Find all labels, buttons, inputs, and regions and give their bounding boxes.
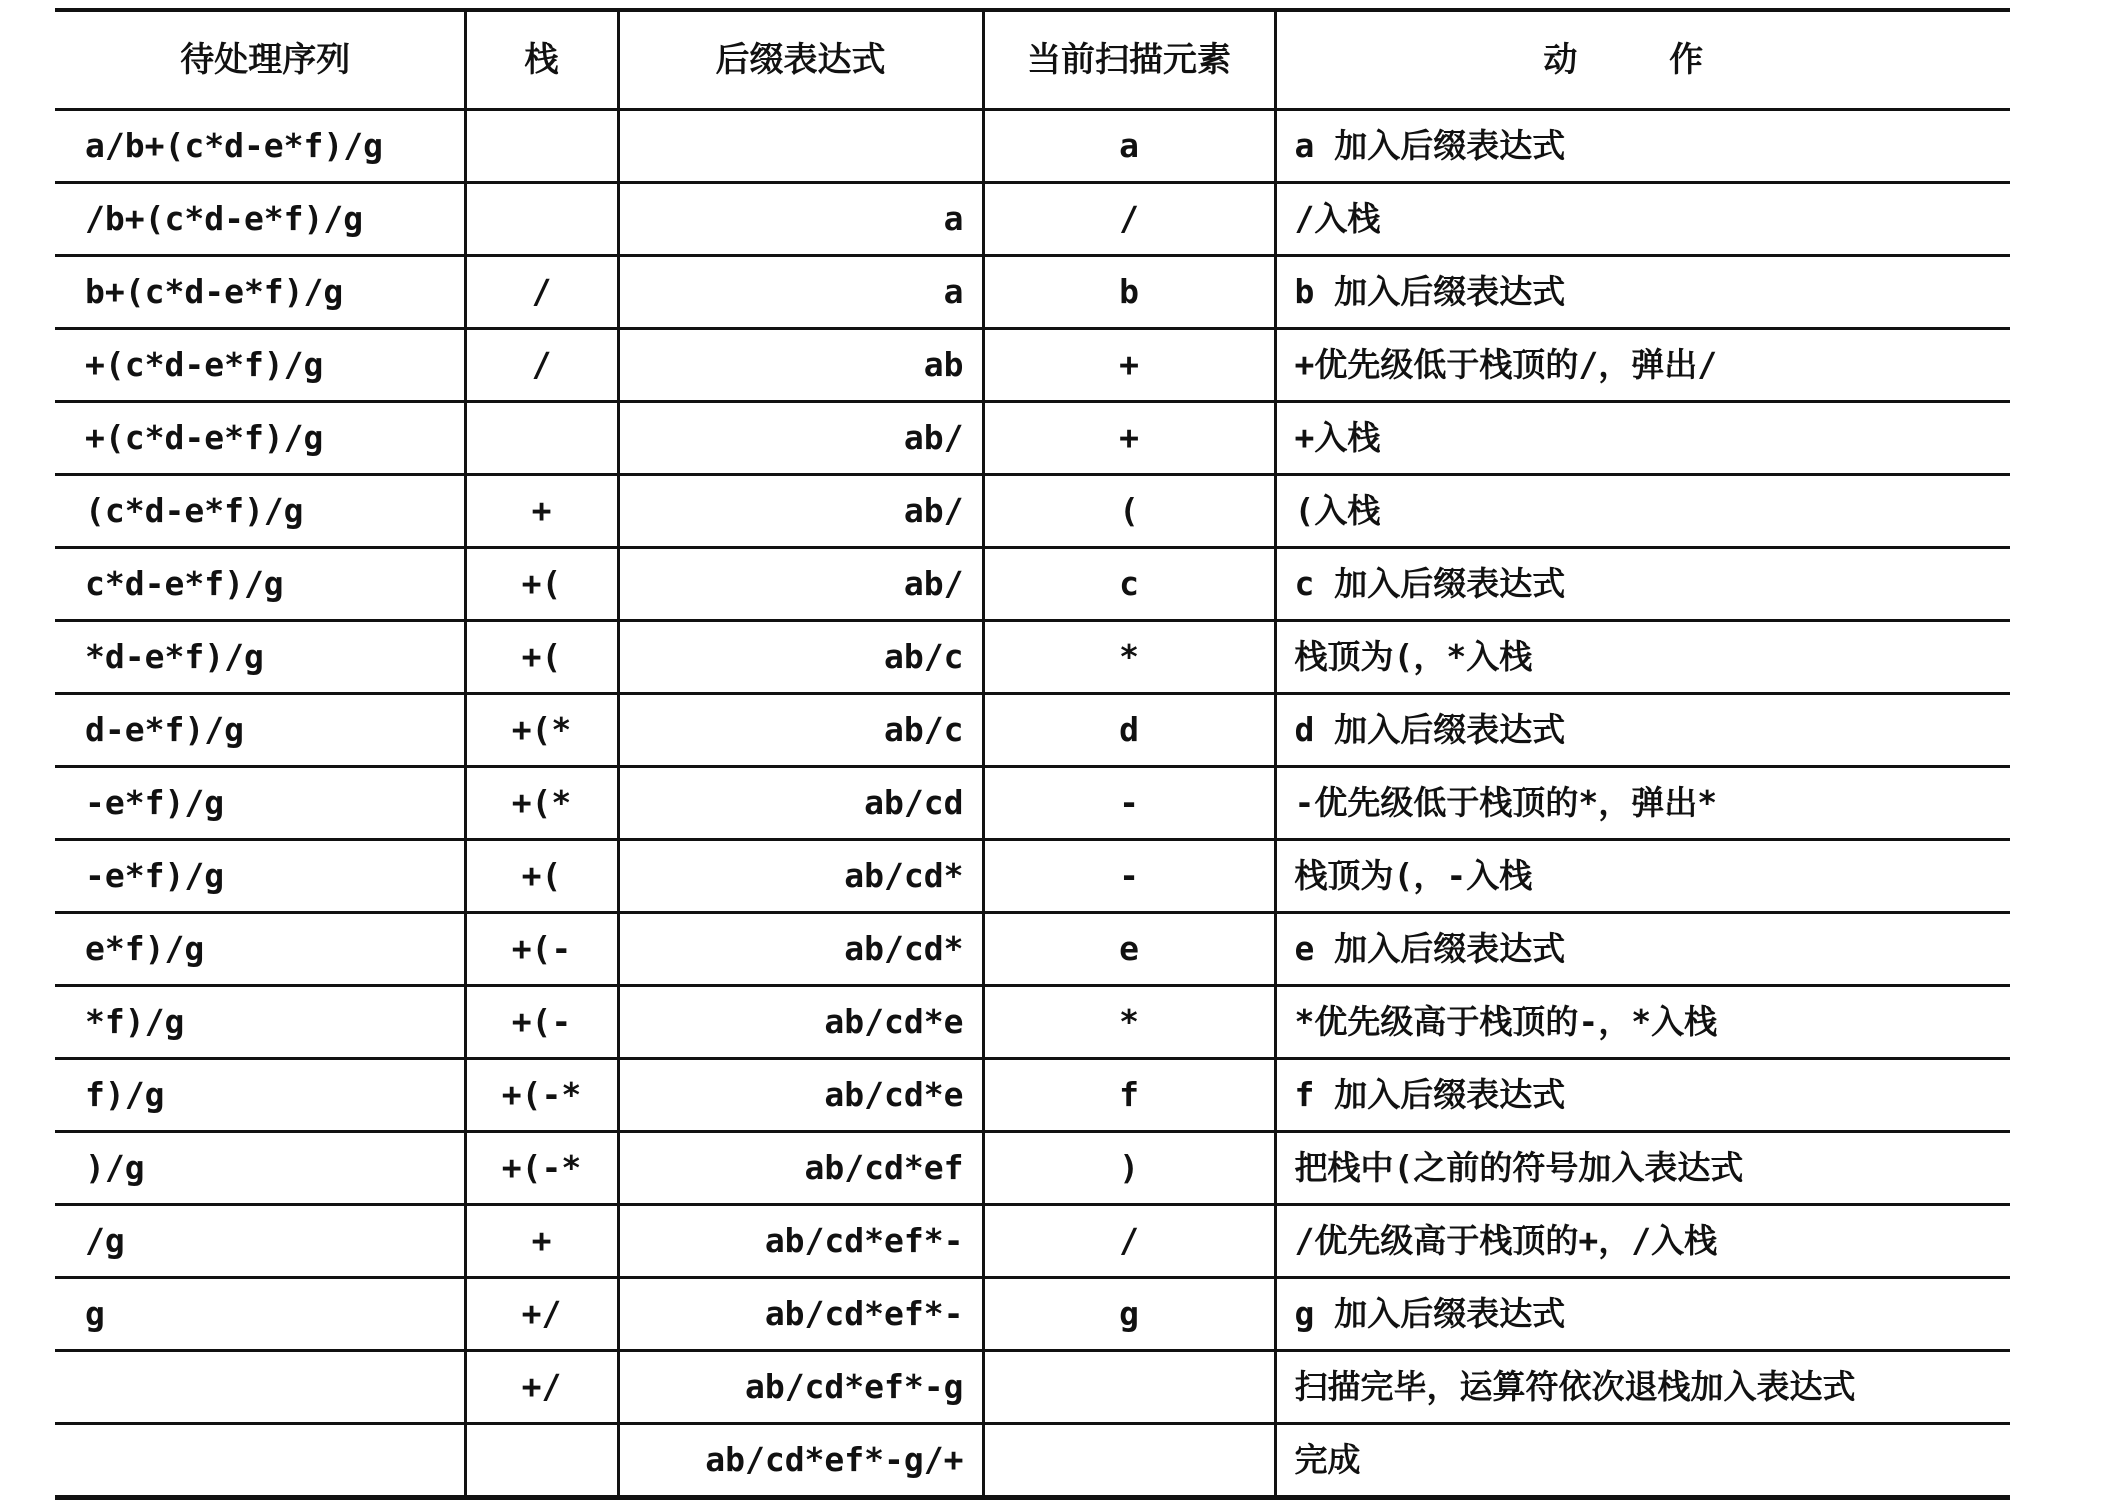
cell-stack: / [465, 256, 618, 329]
cell-postfix-expression: ab/cd* [618, 913, 983, 986]
cell-current-element: / [983, 1205, 1275, 1278]
cell-current-element: - [983, 840, 1275, 913]
cell-pending-sequence: b+(c*d-e*f)/g [55, 256, 465, 329]
cell-action: +优先级低于栈顶的/，弹出/ [1275, 329, 2010, 402]
cell-postfix-expression: a [618, 256, 983, 329]
cell-postfix-expression: a [618, 183, 983, 256]
cell-action: *优先级高于栈顶的-，*入栈 [1275, 986, 2010, 1059]
cell-stack: +( [465, 548, 618, 621]
cell-current-element: g [983, 1278, 1275, 1351]
table-row [55, 694, 2010, 767]
cell-current-element: d [983, 694, 1275, 767]
cell-postfix-expression: ab/cd*e [618, 986, 983, 1059]
cell-stack: +(- [465, 913, 618, 986]
cell-current-element: b [983, 256, 1275, 329]
cell-current-element: - [983, 767, 1275, 840]
table-row [55, 621, 2010, 694]
cell-pending-sequence: +(c*d-e*f)/g [55, 402, 465, 475]
cell-action: /入栈 [1275, 183, 2010, 256]
cell-pending-sequence: e*f)/g [55, 913, 465, 986]
cell-stack: +(-* [465, 1132, 618, 1205]
cell-postfix-expression: ab/ [618, 548, 983, 621]
cell-current-element: + [983, 402, 1275, 475]
table-row [55, 1132, 2010, 1205]
cell-current-element: ) [983, 1132, 1275, 1205]
conversion-table-container [55, 8, 2010, 1500]
cell-pending-sequence: c*d-e*f)/g [55, 548, 465, 621]
cell-current-element [983, 1351, 1275, 1424]
cell-stack [465, 110, 618, 183]
cell-stack: +(* [465, 694, 618, 767]
cell-current-element: * [983, 986, 1275, 1059]
cell-pending-sequence: a/b+(c*d-e*f)/g [55, 110, 465, 183]
cell-action: c 加入后缀表达式 [1275, 548, 2010, 621]
cell-pending-sequence: -e*f)/g [55, 840, 465, 913]
cell-pending-sequence: *f)/g [55, 986, 465, 1059]
cell-pending-sequence: )/g [55, 1132, 465, 1205]
header-action: 动 作 [1275, 10, 2010, 110]
cell-action: 把栈中(之前的符号加入表达式 [1275, 1132, 2010, 1205]
cell-action: -优先级低于栈顶的*，弹出* [1275, 767, 2010, 840]
cell-postfix-expression: ab/cd*ef*-g [618, 1351, 983, 1424]
cell-action: 栈顶为(，*入栈 [1275, 621, 2010, 694]
cell-current-element: e [983, 913, 1275, 986]
cell-pending-sequence: g [55, 1278, 465, 1351]
cell-postfix-expression: ab/c [618, 694, 983, 767]
table-row [55, 110, 2010, 183]
table-body [55, 110, 2010, 1498]
cell-action: 完成 [1275, 1424, 2010, 1498]
cell-current-element [983, 1424, 1275, 1498]
cell-postfix-expression: ab/cd*ef*- [618, 1278, 983, 1351]
cell-stack [465, 183, 618, 256]
table-row [55, 1059, 2010, 1132]
cell-postfix-expression: ab [618, 329, 983, 402]
cell-stack: + [465, 1205, 618, 1278]
cell-stack: + [465, 475, 618, 548]
cell-current-element: * [983, 621, 1275, 694]
cell-pending-sequence: /g [55, 1205, 465, 1278]
cell-stack [465, 402, 618, 475]
cell-postfix-expression: ab/cd*ef*-g/+ [618, 1424, 983, 1498]
cell-action: f 加入后缀表达式 [1275, 1059, 2010, 1132]
cell-stack: / [465, 329, 618, 402]
table-row [55, 986, 2010, 1059]
cell-pending-sequence [55, 1424, 465, 1498]
cell-action: 栈顶为(，-入栈 [1275, 840, 2010, 913]
cell-pending-sequence: f)/g [55, 1059, 465, 1132]
infix-to-postfix-table [55, 8, 2010, 1500]
cell-postfix-expression: ab/c [618, 621, 983, 694]
table-row [55, 183, 2010, 256]
table-row [55, 1351, 2010, 1424]
table-row [55, 1424, 2010, 1498]
cell-postfix-expression: ab/ [618, 475, 983, 548]
cell-postfix-expression: ab/cd* [618, 840, 983, 913]
cell-stack: +(* [465, 767, 618, 840]
cell-postfix-expression: ab/cd*e [618, 1059, 983, 1132]
cell-postfix-expression: ab/cd*ef*- [618, 1205, 983, 1278]
cell-action: /优先级高于栈顶的+，/入栈 [1275, 1205, 2010, 1278]
cell-current-element: c [983, 548, 1275, 621]
cell-stack: +/ [465, 1278, 618, 1351]
cell-action: 扫描完毕，运算符依次退栈加入表达式 [1275, 1351, 2010, 1424]
cell-stack: +( [465, 840, 618, 913]
table-row [55, 1205, 2010, 1278]
cell-stack: +(-* [465, 1059, 618, 1132]
cell-stack: +/ [465, 1351, 618, 1424]
cell-pending-sequence: d-e*f)/g [55, 694, 465, 767]
table-row [55, 329, 2010, 402]
cell-pending-sequence: -e*f)/g [55, 767, 465, 840]
table-row [55, 913, 2010, 986]
table-row [55, 840, 2010, 913]
header-pending-sequence: 待处理序列 [55, 10, 465, 110]
cell-action: e 加入后缀表达式 [1275, 913, 2010, 986]
cell-current-element: + [983, 329, 1275, 402]
cell-stack: +(- [465, 986, 618, 1059]
cell-pending-sequence [55, 1351, 465, 1424]
header-stack: 栈 [465, 10, 618, 110]
cell-postfix-expression [618, 110, 983, 183]
header-postfix-expression: 后缀表达式 [618, 10, 983, 110]
cell-pending-sequence: *d-e*f)/g [55, 621, 465, 694]
cell-postfix-expression: ab/cd [618, 767, 983, 840]
table-row [55, 475, 2010, 548]
cell-current-element: a [983, 110, 1275, 183]
cell-action: +入栈 [1275, 402, 2010, 475]
cell-action: d 加入后缀表达式 [1275, 694, 2010, 767]
cell-current-element: f [983, 1059, 1275, 1132]
cell-action: (入栈 [1275, 475, 2010, 548]
table-header [55, 10, 2010, 110]
cell-action: g 加入后缀表达式 [1275, 1278, 2010, 1351]
table-row [55, 548, 2010, 621]
header-row [55, 10, 2010, 110]
cell-postfix-expression: ab/ [618, 402, 983, 475]
cell-stack: +( [465, 621, 618, 694]
table-row [55, 767, 2010, 840]
cell-current-element: ( [983, 475, 1275, 548]
cell-pending-sequence: (c*d-e*f)/g [55, 475, 465, 548]
table-row [55, 256, 2010, 329]
header-current-element: 当前扫描元素 [983, 10, 1275, 110]
cell-action: b 加入后缀表达式 [1275, 256, 2010, 329]
cell-pending-sequence: /b+(c*d-e*f)/g [55, 183, 465, 256]
table-row [55, 402, 2010, 475]
cell-pending-sequence: +(c*d-e*f)/g [55, 329, 465, 402]
cell-stack [465, 1424, 618, 1498]
cell-current-element: / [983, 183, 1275, 256]
table-row [55, 1278, 2010, 1351]
cell-postfix-expression: ab/cd*ef [618, 1132, 983, 1205]
cell-action: a 加入后缀表达式 [1275, 110, 2010, 183]
